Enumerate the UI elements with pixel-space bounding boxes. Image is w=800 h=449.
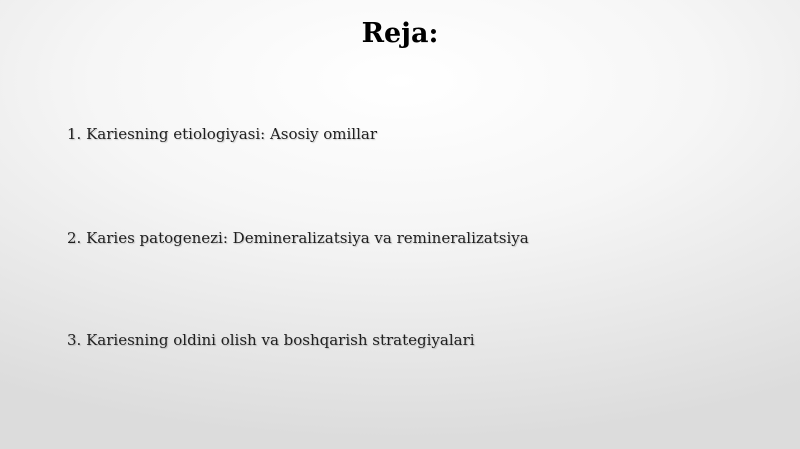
slide-title: Reja:: [361, 18, 439, 49]
plan-item-3: 3. Kariesning oldini olish va boshqarish strategiyalari: [67, 331, 475, 349]
plan-item-1: 1. Kariesning etiologiyasi: Asosiy omillar: [67, 125, 378, 143]
plan-item-2: 2. Karies patogenezi: Demineralizatsiya va remineralizatsiya: [67, 229, 529, 247]
